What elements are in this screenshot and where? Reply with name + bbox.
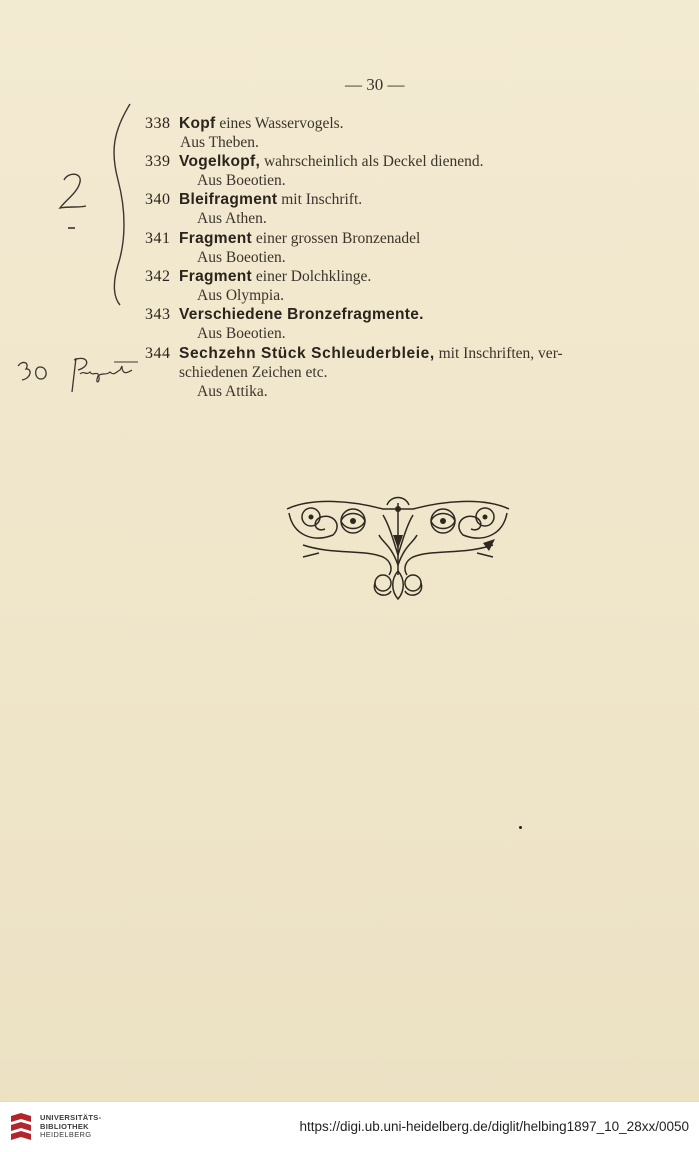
catalog-entry-344	[145, 344, 655, 401]
entry-provenance: Aus Theben.	[180, 134, 259, 151]
handwritten-tick	[66, 224, 78, 232]
entry-title: Sechzehn Stück Schleuderbleie,	[179, 345, 435, 362]
entry-provenance: Aus Attika.	[197, 383, 268, 400]
entry-title: Kopf	[179, 115, 216, 132]
entry-number: 344	[145, 345, 171, 362]
entry-title: Fragment	[179, 230, 253, 247]
entry-number: 343	[145, 306, 171, 323]
footer-bar	[0, 1101, 699, 1152]
logo-line: BIBLIOTHEK	[40, 1121, 89, 1131]
entry-number: 340	[145, 191, 171, 208]
ornament-vignette	[283, 495, 513, 605]
handwritten-two	[52, 170, 92, 215]
catalog-entry-338	[145, 114, 344, 152]
entry-provenance: Aus Olympia.	[197, 287, 284, 304]
entry-number: 339	[145, 153, 171, 170]
entry-description: wahrscheinlich als Deckel dienend.	[260, 153, 484, 170]
entry-provenance: Aus Boeotien.	[197, 249, 286, 266]
catalog-entry-340	[145, 190, 362, 228]
entry-number: 338	[145, 115, 171, 132]
logo-line: UNIVERSITÄTS-	[40, 1113, 102, 1122]
catalog-entry-341	[145, 229, 420, 267]
entry-provenance: Aus Boeotien.	[197, 325, 286, 342]
permalink-url[interactable]: https://digi.ub.uni-heidelberg.de/diglit/helbing1897_10_28xx/0050	[299, 1119, 689, 1134]
university-logo-icon	[8, 1112, 34, 1142]
catalog-entry-342	[145, 267, 371, 305]
paper-speck	[519, 826, 522, 829]
entry-description: mit Inschriften, ver-	[434, 345, 563, 362]
logo-line: HEIDELBERG	[40, 1130, 92, 1139]
entry-continuation: schiedenen Zeichen etc.	[179, 364, 328, 381]
entry-title: Verschiedene Bronzefragmente.	[179, 306, 424, 323]
entry-description: einer Dolchklinge.	[252, 268, 372, 285]
entry-description: einer grossen Bronzenadel	[252, 230, 421, 247]
entry-provenance: Aus Boeotien.	[197, 172, 286, 189]
handwritten-bracket	[100, 100, 140, 310]
catalog-entry-343	[145, 305, 424, 343]
entry-description: eines Wasservogels.	[215, 115, 344, 132]
entry-number: 342	[145, 268, 171, 285]
entry-title: Bleifragment	[179, 191, 278, 208]
university-logo-text	[40, 1114, 101, 1140]
handwritten-annotation-30-purgold	[10, 352, 140, 400]
entry-provenance: Aus Athen.	[197, 210, 267, 227]
catalog-entry-339	[145, 152, 483, 190]
page-number: — 30 —	[345, 75, 405, 94]
entry-title: Fragment	[179, 268, 253, 285]
entry-description: mit Inschrift.	[277, 191, 363, 208]
entry-number: 341	[145, 230, 171, 247]
entry-title: Vogelkopf,	[179, 153, 261, 170]
